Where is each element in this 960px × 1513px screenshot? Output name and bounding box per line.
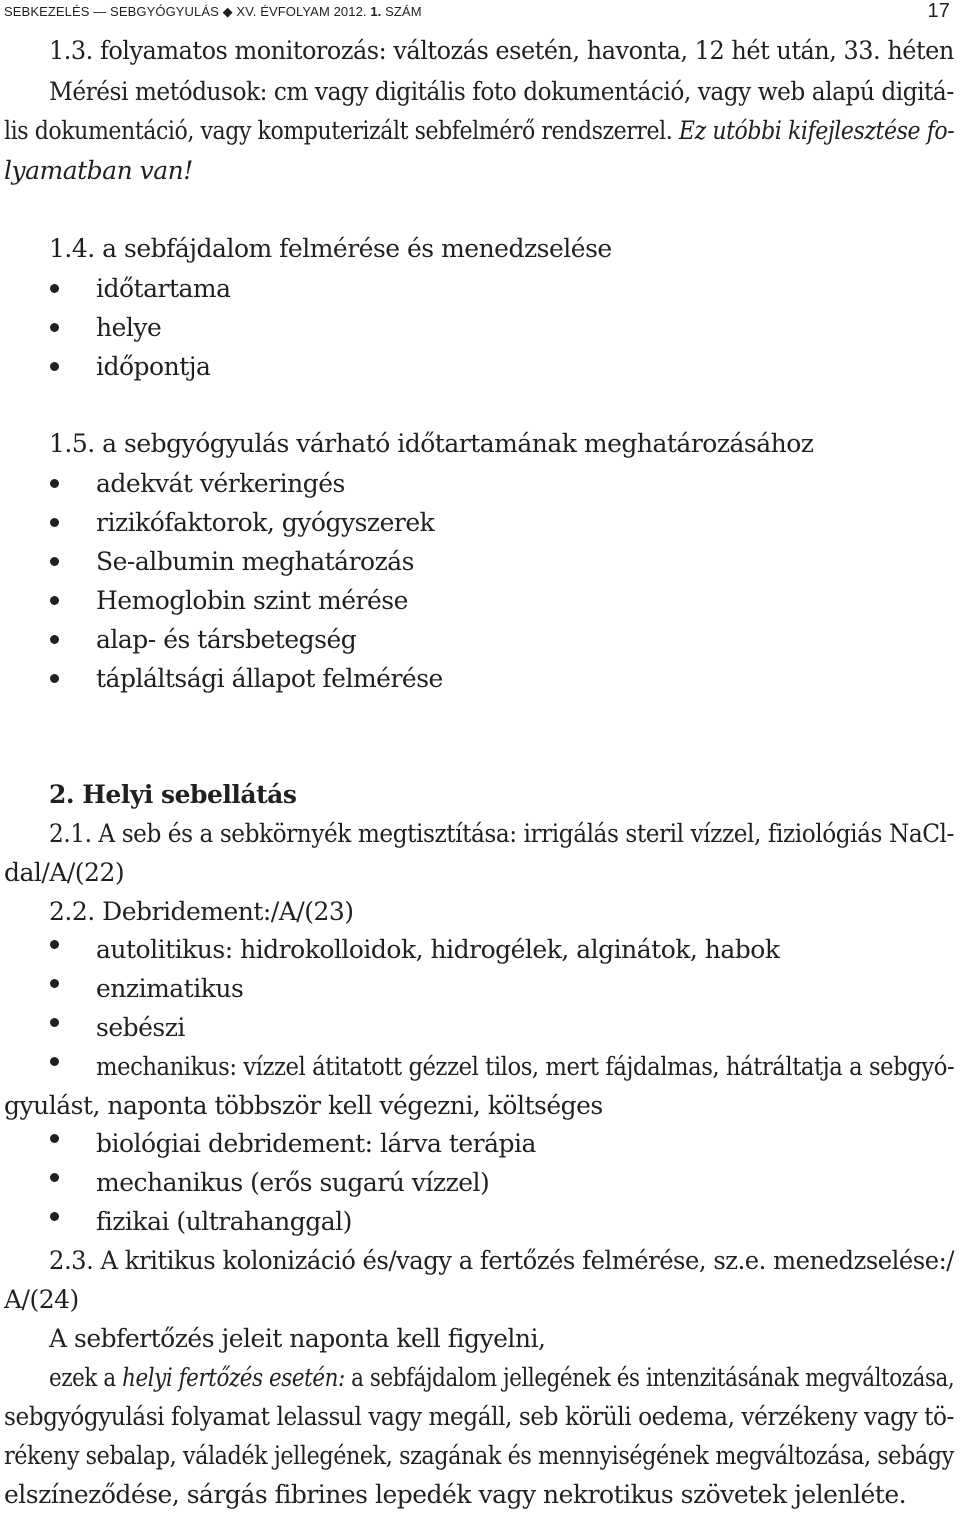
section-2-heading: 2. Helyi sebellátás (49, 780, 297, 809)
bullet-icon (50, 674, 59, 683)
issue-number: 1. (370, 4, 382, 19)
list-item: időpontja (96, 352, 211, 381)
list-item: autolitikus: hidrokolloidok, hidrogélek, alginátok, habok (96, 935, 780, 964)
running-header (4, 2, 956, 24)
section-1-3-line-4: lyamatban van! (4, 156, 193, 185)
list-item: adekvát vérkeringés (96, 469, 345, 498)
list-item: sebészi (96, 1013, 185, 1042)
list-item: fizikai (ultrahanggal) (96, 1207, 352, 1236)
italic-note: Ez utóbbi kifejlesztése fo- (678, 116, 955, 145)
bullet-icon (50, 518, 59, 527)
list-item: mechanikus: vízzel átitatott gézzel tilos, mert fájdalmas, hátráltatja a sebgyó- (96, 1052, 955, 1081)
section-2-3-line-2: A/(24) (4, 1285, 79, 1314)
journal-running-title: SEBKEZELÉS — SEBGYÓGYULÁS ◆ XV. ÉVFOLYAM 2012. 1. SZÁM (4, 4, 422, 19)
section-2-1-line-2: dal/A/(22) (4, 858, 125, 887)
bullet-icon (50, 596, 59, 605)
section-2-1-line-1: 2.1. A seb és a sebkörnyék megtisztítása: irrigálás steril vízzel, fiziológiás NaCl- (49, 819, 954, 848)
bullet-icon (50, 479, 59, 488)
list-item: alap- és társbetegség (96, 625, 357, 654)
italic-phrase: helyi fertőzés esetén: (122, 1363, 345, 1392)
section-2-3-line-1: 2.3. A kritikus kolonizáció és/vagy a fertőzés felmérése, sz.e. menedzselése:/ (49, 1246, 954, 1275)
list-item: időtartama (96, 274, 231, 303)
section-2-3-line-6: rékeny sebalap, váladék jellegének, szagának és mennyiségének megváltozása, sebágy (4, 1441, 954, 1470)
section-2-2-heading: 2.2. Debridement:/A/(23) (49, 897, 354, 926)
section-1-3-line-3: lis dokumentáció, vagy komputerizált sebfelmérő rendszerrel. Ez utóbbi kifejlesztése fo- (4, 116, 955, 145)
section-1-3-line-2: Mérési metódusok: cm vagy digitális foto dokumentáció, vagy web alapú digitá- (49, 77, 954, 106)
list-item: rizikófaktorok, gyógyszerek (96, 508, 435, 537)
page-number: 17 (927, 0, 950, 22)
list-item: tápláltsági állapot felmérése (96, 664, 443, 693)
list-item: Hemoglobin szint mérése (96, 586, 408, 615)
bullet-icon (50, 284, 59, 293)
list-item: mechanikus (erős sugarú vízzel) (96, 1168, 490, 1197)
bullet-icon (50, 1057, 59, 1066)
bullet-icon (50, 940, 59, 949)
section-2-3-line-5: sebgyógyulási folyamat lelassul vagy megáll, seb körüli oedema, vérzékeny vagy tö- (4, 1402, 954, 1431)
section-2-3-line-7: elszíneződése, sárgás fibrines lepedék vagy nekrotikus szövetek jelenléte. (4, 1480, 907, 1509)
bullet-icon (50, 362, 59, 371)
section-2-3-line-4: ezek a helyi fertőzés esetén: a sebfájdalom jellegének és intenzitásának megváltozása, (49, 1363, 955, 1392)
bullet-icon (50, 635, 59, 644)
bullet-icon (50, 1018, 59, 1027)
section-1-3-line-1: 1.3. folyamatos monitorozás: változás esetén, havonta, 12 hét után, 33. héten (49, 36, 954, 65)
bullet-icon (50, 979, 59, 988)
list-item: Se-albumin meghatározás (96, 547, 414, 576)
bullet-icon (50, 1212, 59, 1221)
section-1-4-heading: 1.4. a sebfájdalom felmérése és menedzselése (49, 234, 612, 263)
section-2-3-line-3: A sebfertőzés jeleit naponta kell figyelni, (49, 1324, 546, 1353)
section-1-5-heading: 1.5. a sebgyógyulás várható időtartamának meghatározásához (49, 429, 814, 458)
bullet-icon (50, 1134, 59, 1143)
list-item: helye (96, 313, 162, 342)
list-item: biológiai debridement: lárva terápia (96, 1129, 536, 1158)
bullet-icon (50, 323, 59, 332)
bullet-icon (50, 1173, 59, 1182)
list-item: enzimatikus (96, 974, 244, 1003)
list-item-continuation: gyulást, naponta többször kell végezni, költséges (4, 1091, 603, 1120)
bullet-icon (50, 557, 59, 566)
